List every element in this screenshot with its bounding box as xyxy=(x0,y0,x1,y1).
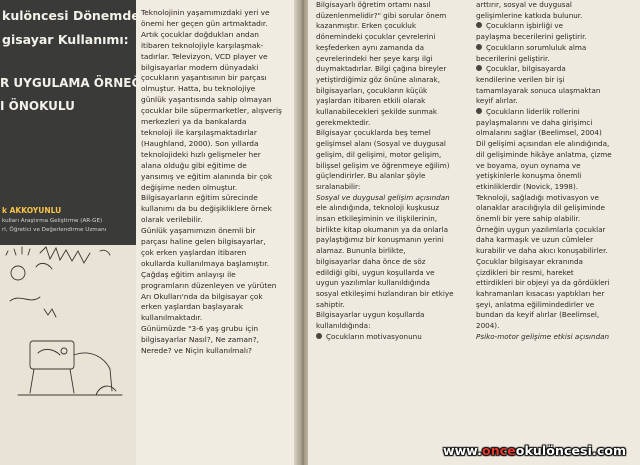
text-line: gerekmektedir. xyxy=(316,117,371,127)
text-line: teknoloji ile karşılaşmaktadırlar xyxy=(141,127,257,137)
text-line: parçası haline gelen bilgisayarlar, xyxy=(141,237,266,247)
text-line: Arı Okulları'nda da bilgisayar çok xyxy=(141,291,263,301)
text-line: Bilgisayarlar uygun koşullarda xyxy=(316,310,425,320)
text-line: önemi her geçen gün artmaktadır. xyxy=(141,18,268,28)
text-line: Çocuklar bilgisayar ekranında xyxy=(476,256,583,266)
text-line: olanaklar aracılığıyla dil gelişiminde xyxy=(476,203,605,213)
watermark-suffix: okulöncesi.com xyxy=(515,443,627,458)
text-line: Bilgisayarların eğitim sürecinde xyxy=(141,193,258,203)
text-line: Çocukların işbirliği ve xyxy=(486,21,564,31)
text-line: Çocukların sorumluluk alma xyxy=(486,42,587,52)
text-line: kahramanları kısacası yaptıkları her xyxy=(476,288,605,298)
text-line: bundan da keyif alırlar (Beelimsel, xyxy=(476,310,600,320)
text-line: edildiği gibi, uygun koşullarda ve xyxy=(316,267,435,277)
text-line: Çocuklar, bilgisayarda xyxy=(486,64,566,74)
text-line: teknolojideki hızlı gelişmeler her xyxy=(141,149,261,159)
text-line: olarak verilebilir. xyxy=(141,215,203,225)
bullet-item xyxy=(476,21,636,32)
text-line: ettirdikleri bir objeyi ya da gördükleri xyxy=(476,278,610,288)
bullet-item xyxy=(316,332,464,343)
text-line: alamaz. Bununla birlikte, xyxy=(316,246,406,256)
text-line: paylaştığımız bir konuşmanın yerini xyxy=(316,235,444,245)
text-line: çocukların yaşantısının bir parçası xyxy=(141,73,267,83)
text-line: günlük yaşantısında sahip olmayan xyxy=(141,95,272,105)
text-line: olmalarını sağlar (Beelimsel, 2004) xyxy=(476,128,602,138)
text-line: bilgisayarlar Nasıl?, Ne zaman?, xyxy=(141,335,259,345)
text-line: tamamlayarak sonuca ulaşmaktan xyxy=(476,85,601,95)
text-line: becerilerini geliştirir. xyxy=(476,53,550,63)
text-line: kurabilir ve daha akıcı konuşabilirler. xyxy=(476,246,608,256)
bullet-icon xyxy=(476,22,482,28)
text-line: okullarda kullanılmaya başlamıştır. xyxy=(141,258,269,268)
text-line: sıralanabilir: xyxy=(316,181,361,191)
text-line: Teknoloji, sağladığı motivasyon ve xyxy=(476,192,599,202)
bullet-icon xyxy=(476,65,482,71)
text-line: programların düzenleyen ve yürüten xyxy=(141,280,277,290)
text-line: değişime neden olmuştur. xyxy=(141,182,238,192)
text-line: kullanımı da bu değişikliklere örnek xyxy=(141,204,272,214)
text-line: kullanabilecekleri şekilde sunmak xyxy=(316,107,438,117)
sketch-illustration xyxy=(0,245,136,465)
author-affiliation: kulları Araştırma Geliştirme (AR-GE) rl, Öğretici ve Değerlendirme Uzmanı xyxy=(2,218,107,233)
text-line: yetişkinlerle konuşma önemli xyxy=(476,171,582,181)
text-line: dönemindeki çocuklar çevrelerini xyxy=(316,32,436,42)
watermark-prefix: www. xyxy=(443,443,482,458)
text-line: kullanıldığında: xyxy=(316,321,371,331)
article-title: kulöncesi Dönemde gisayar Kullanımı: xyxy=(2,8,140,47)
text-line: gelişimlerine katkıda bulunur. xyxy=(476,10,583,20)
watermark-accent: once xyxy=(482,443,516,458)
text-line: Bilgisayarlı öğretim ortamı nasıl xyxy=(316,0,431,9)
text-line: sosyal etkileşimi hızlandıran bir etkiye xyxy=(316,288,454,298)
text-line: bilgisayarlar modern dünyadaki xyxy=(141,62,259,72)
bullet-item xyxy=(476,64,636,75)
text-line: bilişsel gelişim ve öğrenmeye eğilim) xyxy=(316,160,450,170)
text-line: Günlük yaşamımızın önemli bir xyxy=(141,226,256,236)
text-line: itibaren teknolojiyle karşılaşmak- xyxy=(141,40,264,50)
left-page xyxy=(0,0,300,465)
text-line: kullanılmaktadır. xyxy=(141,313,203,323)
left-page-column xyxy=(141,8,291,357)
author-name: k AKKOYUNLU xyxy=(2,206,62,215)
text-line: düzenlenmelidir?" gibi sorular önem xyxy=(316,10,447,20)
site-watermark xyxy=(443,443,626,458)
text-line: Bilgisayar çocuklarda beş temel xyxy=(316,128,431,138)
text-line: gelişimsel alanı (Sosyal ve duygusal xyxy=(316,139,446,149)
text-line: gelişim, dil gelişimi, motor gelişim, xyxy=(316,149,442,159)
text-line: tadırlar. Televizyon, VCD player ve xyxy=(141,51,268,61)
text-line: paylaşma becerilerini geliştirir. xyxy=(476,32,587,42)
bullet-icon xyxy=(316,333,322,339)
text-line: kendilerine verilen bir işi xyxy=(476,74,565,84)
text-line: Teknolojinin yaşamımızdaki yeri ve xyxy=(141,8,270,17)
text-line: erken yaşlardan başlayarak xyxy=(141,302,244,312)
text-line: Çağdaş eğitim anlayışı ile xyxy=(141,269,236,279)
text-line: alana olduğu gibi eğitime de xyxy=(141,160,247,170)
article-subtitle: R UYGULAMA ÖRNEĞİ; I ÖNOKULU xyxy=(0,76,151,113)
text-line: 2004). xyxy=(476,321,500,331)
text-line: birlikte kitap okumanın ya da onlarla xyxy=(316,224,449,234)
right-page xyxy=(308,0,640,465)
text-line: arttırır, sosyal ve duygusal xyxy=(476,0,572,9)
text-line: (Haughland, 2000). Son yıllarda xyxy=(141,138,259,148)
text-line: Sosyal ve duygusal gelişim açısından xyxy=(316,192,450,202)
text-line: insan etkileşiminin ve ilişkilerinin, xyxy=(316,214,438,224)
text-line: çocuklar bile süpermarketler, alışveriş xyxy=(141,106,282,116)
bullet-item xyxy=(476,107,636,118)
right-page-column-1 xyxy=(316,0,464,343)
text-line: Artık çocuklar doğdukları andan xyxy=(141,29,259,39)
bullet-item xyxy=(476,43,636,54)
text-line: ve boyama, oyun oynama ve xyxy=(476,160,581,170)
text-line: duymaktadırlar. Bilgi çağına bireyler xyxy=(316,64,447,74)
text-line: uygun yazılımlar kullanıldığında xyxy=(316,278,430,288)
text-line: çevrelerindeki her şeye karşı ilgi xyxy=(316,53,433,63)
text-line: Çocukların liderlik rollerini xyxy=(486,107,580,117)
bullet-icon xyxy=(476,44,482,50)
text-line: bilgisayarları, çocukların küçük xyxy=(316,85,428,95)
text-line: sahiptir. xyxy=(316,299,345,309)
text-line: yetiştirdiğimiz göz önüne alınarak, xyxy=(316,74,441,84)
article-banner xyxy=(0,0,151,245)
text-line: Psiko-motor gelişime etkisi açısından xyxy=(476,331,610,341)
text-line: keşfederken aynı zamanda da xyxy=(316,42,424,52)
text-line: daha karmaşık ve uzun cümleler xyxy=(476,235,594,245)
text-line: paylaşmalarını ve daha girişimci xyxy=(476,117,593,127)
text-line: olmuştur. Hatta, bu teknolojiye xyxy=(141,84,256,94)
text-line: şeyi, anlatma eğilimindedirler ve xyxy=(476,299,595,309)
text-line: dil gelişiminde hikâye anlatma, çizme xyxy=(476,149,612,159)
text-line: Örneğin uygun yazılımlarla çocuklar xyxy=(476,224,606,234)
text-line: Nerede? ve Niçin kullanılmalı? xyxy=(141,346,252,356)
text-line: Çocukların motivasyonunu xyxy=(326,331,422,341)
text-line: kazanmıştır. Erken çocukluk xyxy=(316,21,416,31)
text-line: ele alındığında, teknoloji kuşkusuz xyxy=(316,203,440,213)
child-drawing xyxy=(0,245,136,465)
text-line: etkinliklerdir (Novick, 1998). xyxy=(476,181,579,191)
text-line: önemli bir yere sahip olabilir. xyxy=(476,214,581,224)
text-line: Dil gelişimi açısından ele alındığında, xyxy=(476,139,610,149)
right-page-column-2 xyxy=(476,0,636,343)
text-line: çok erken yaşlardan itibaren xyxy=(141,247,247,257)
text-line: çizdikleri bir resmi, hareket xyxy=(476,267,574,277)
bullet-icon xyxy=(476,108,482,114)
text-line: yaşlardan itibaren etkili olarak xyxy=(316,96,426,106)
text-line: merkezleri ya da bankalarda xyxy=(141,117,247,127)
text-line: Günümüzde "3-6 yaş grubu için xyxy=(141,324,259,334)
text-line: yansımış ve eğitim alanında bir çok xyxy=(141,171,273,181)
text-line: güçlendirirler. Bu alanlar şöyle xyxy=(316,171,426,181)
text-line: bilgisayarlar daha önce de söz xyxy=(316,256,426,266)
text-line: keyif alırlar. xyxy=(476,96,518,106)
